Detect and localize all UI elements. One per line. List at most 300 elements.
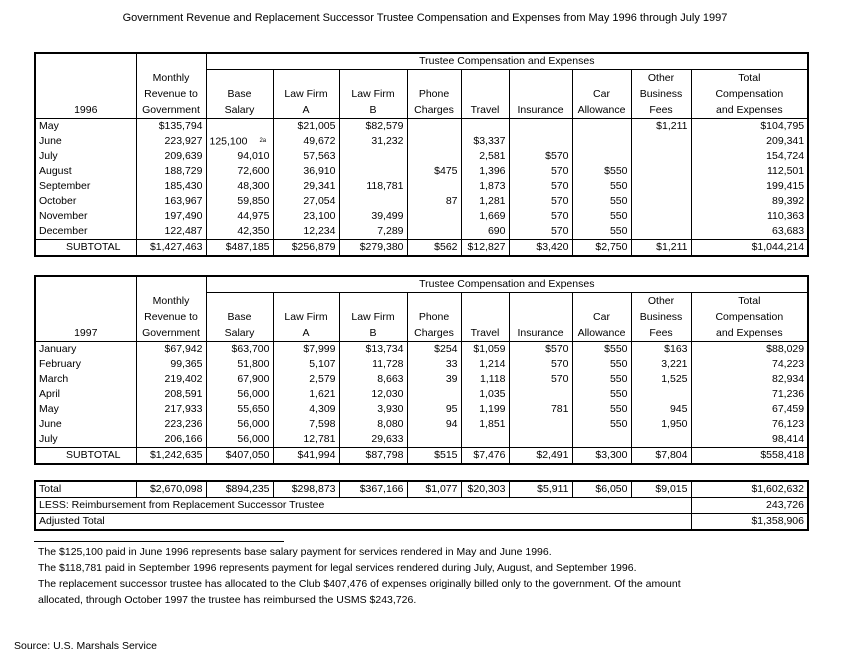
value-cell: 781 [509,402,572,417]
value-cell: 1,621 [273,387,339,402]
value-cell: $82,579 [339,119,407,135]
value-cell: 27,054 [273,194,339,209]
value-cell: 1,950 [631,417,691,432]
value-cell [631,164,691,179]
header-cell [461,86,509,102]
total-cell: $1,077 [407,481,461,498]
header-cell: Monthly [136,293,206,310]
header-cell [206,70,273,87]
value-cell: 51,800 [206,357,273,372]
footnote-1: The $125,100 paid in June 1996 represents base salary payment for services rendered in May and June 1996. [38,546,552,558]
value-cell: 39 [407,372,461,387]
header-cell: Compensation [691,86,808,102]
value-cell [339,149,407,164]
table-row [35,179,808,194]
base-salary-value: 125,100 [209,135,248,148]
value-cell: 1,396 [461,164,509,179]
value-cell: 188,729 [136,164,206,179]
value-cell [206,119,273,135]
value-cell [407,387,461,402]
value-cell: $67,942 [136,342,206,358]
value-cell [407,149,461,164]
month-cell: September [39,180,91,193]
value-cell: 23,100 [273,209,339,224]
month-cell: October [39,195,77,208]
header-row [35,293,808,310]
header-row [35,309,808,325]
subtotal-cell: $562 [407,240,461,257]
value-cell [631,209,691,224]
month-cell: April [39,388,61,400]
adjusted-label: Adjusted Total [35,514,691,531]
value-cell: 36,910 [273,164,339,179]
value-cell: 95 [407,402,461,417]
month-cell: July [39,150,58,163]
value-cell: 163,967 [136,194,206,209]
total-cell: $6,050 [572,481,631,498]
group-header-1996: Trustee Compensation and Expenses [206,53,808,70]
total-cell: $5,911 [509,481,572,498]
header-cell: Base [206,309,273,325]
value-cell: 1,281 [461,194,509,209]
subtotal-cell: $1,427,463 [136,240,206,257]
value-cell: 217,933 [136,402,206,417]
value-cell: 570 [509,164,572,179]
value-cell: 185,430 [136,179,206,194]
value-cell: 98,414 [691,432,808,448]
value-cell [509,134,572,149]
header-cell: Travel [461,325,509,342]
value-cell: 110,363 [691,209,808,224]
value-cell: 550 [572,209,631,224]
value-cell: 56,000 [206,387,273,402]
month-cell: February [39,358,82,370]
header-row [35,86,808,102]
less-label: LESS: Reimbursement from Replacement Successor Trustee [35,498,691,514]
totals-table [34,480,809,531]
header-cell: Insurance [509,102,572,119]
header-cell [35,309,136,325]
header-cell: Total [691,293,808,310]
value-cell: $1,211 [631,119,691,135]
value-cell [407,432,461,448]
value-cell [631,224,691,240]
header-cell: Car [572,309,631,325]
total-cell: $9,015 [631,481,691,498]
total-cell: $367,166 [339,481,407,498]
value-cell: 219,402 [136,372,206,387]
value-cell: 57,563 [273,149,339,164]
month-cell: January [39,343,77,355]
group-header-1997: Trustee Compensation and Expenses [206,276,808,293]
value-cell: 8,080 [339,417,407,432]
value-cell: 690 [461,224,509,240]
header-cell: Law Firm [273,309,339,325]
header-cell: Fees [631,102,691,119]
less-row [35,498,808,514]
subtotal-cell: $487,185 [206,240,273,257]
subtotal-cell: $1,211 [631,240,691,257]
value-cell [509,417,572,432]
footnote-3: The replacement successor trustee has allocated to the Club $407,476 of expenses originally billed only to the government. Of the amount [38,578,681,590]
value-cell: 209,341 [691,134,808,149]
table-row [35,387,808,402]
header-cell: Monthly [136,70,206,87]
less-value: 243,726 [691,498,808,514]
header-cell: Charges [407,325,461,342]
header-cell [461,309,509,325]
subtotal-cell: $7,804 [631,448,691,465]
value-cell: $163 [631,342,691,358]
month-cell: August [39,165,72,178]
value-cell: 67,459 [691,402,808,417]
subtotal-row [35,448,808,465]
header-cell [273,293,339,310]
header-cell [339,293,407,310]
header-cell: Law Firm [273,86,339,102]
value-cell: 112,501 [691,164,808,179]
header-cell [206,293,273,310]
header-cell [461,70,509,87]
month-cell: December [39,225,88,238]
value-cell: 94 [407,417,461,432]
value-cell: 199,415 [691,179,808,194]
value-cell: $104,795 [691,119,808,135]
table-1996 [34,52,809,257]
value-cell [407,179,461,194]
adjusted-row [35,514,808,531]
month-cell: July [39,433,58,445]
value-cell: 76,123 [691,417,808,432]
value-cell: 550 [572,179,631,194]
value-cell [631,179,691,194]
value-cell [631,387,691,402]
value-cell: $7,999 [273,342,339,358]
value-cell [631,134,691,149]
value-cell: 945 [631,402,691,417]
header-row [35,70,808,87]
value-cell [572,432,631,448]
header-cell: Law Firm [339,86,407,102]
value-cell: 550 [572,194,631,209]
value-cell: 82,934 [691,372,808,387]
value-cell: 1,035 [461,387,509,402]
header-cell [35,70,136,87]
header-cell [509,86,572,102]
value-cell: 63,683 [691,224,808,240]
total-cell: $20,303 [461,481,509,498]
value-cell: 154,724 [691,149,808,164]
value-cell: 570 [509,179,572,194]
subtotal-cell: $3,420 [509,240,572,257]
value-cell: $550 [572,164,631,179]
header-cell: A [273,102,339,119]
total-cell: Total [39,483,62,495]
table-row [35,432,808,448]
value-cell: 94,010 [206,149,273,164]
value-cell: 122,487 [136,224,206,240]
value-cell: 570 [509,194,572,209]
value-cell: 1,851 [461,417,509,432]
value-cell: 89,392 [691,194,808,209]
value-cell: 206,166 [136,432,206,448]
header-cell [572,293,631,310]
header-cell: Government [136,325,206,342]
header-cell: Phone [407,86,461,102]
subtotal-cell: $7,476 [461,448,509,465]
total-cell: $2,670,098 [136,481,206,498]
total-row [35,481,808,498]
value-cell: 2,579 [273,372,339,387]
value-cell: 12,781 [273,432,339,448]
value-cell: 570 [509,209,572,224]
total-cell: $298,873 [273,481,339,498]
table-row [35,372,808,387]
header-cell: Compensation [691,309,808,325]
subtotal-cell: $407,050 [206,448,273,465]
value-cell: 1,669 [461,209,509,224]
table-row [35,402,808,417]
value-cell: 223,927 [136,134,206,149]
value-cell: 550 [572,402,631,417]
header-cell: Government [136,102,206,119]
value-cell: 550 [572,224,631,240]
header-cell: Business [631,309,691,325]
header-cell: Allowance [572,102,631,119]
source-note: Source: U.S. Marshals Service [14,640,157,652]
value-cell: 12,030 [339,387,407,402]
value-cell: 550 [572,417,631,432]
month-cell: March [39,373,69,385]
value-cell [407,209,461,224]
value-cell: 39,499 [339,209,407,224]
footnote-divider [34,541,284,542]
value-cell [339,194,407,209]
value-cell: 71,236 [691,387,808,402]
header-cell [461,293,509,310]
header-cell [509,70,572,87]
value-cell [407,134,461,149]
subtotal-cell: $2,491 [509,448,572,465]
month-cell: June [39,135,62,148]
header-cell [35,293,136,310]
value-cell [572,134,631,149]
header-cell [572,70,631,87]
value-cell [572,149,631,164]
header-cell: Charges [407,102,461,119]
table-1997 [34,275,809,465]
table-row [35,194,808,209]
header-cell [35,86,136,102]
header-cell: Other [631,293,691,310]
value-cell [509,432,572,448]
value-cell [631,432,691,448]
footnote-marker: 2a [259,138,267,144]
header-cell: 1997 [35,325,136,342]
value-cell: 48,300 [206,179,273,194]
table-row [35,209,808,224]
value-cell: 197,490 [136,209,206,224]
total-cell: $1,602,632 [691,481,808,498]
header-cell [509,293,572,310]
value-cell [461,432,509,448]
header-cell [339,70,407,87]
value-cell [339,164,407,179]
value-cell: $550 [572,342,631,358]
value-cell: 550 [572,357,631,372]
value-cell: 87 [407,194,461,209]
table-row [35,149,808,164]
value-cell: 7,289 [339,224,407,240]
value-cell: 550 [572,387,631,402]
value-cell: $13,734 [339,342,407,358]
subtotal-cell: $2,750 [572,240,631,257]
value-cell: $254 [407,342,461,358]
value-cell: 12,234 [273,224,339,240]
table-row [35,164,808,179]
value-cell: 44,975 [206,209,273,224]
value-cell: 56,000 [206,417,273,432]
table-row [35,134,808,149]
table-row [35,342,808,358]
value-cell [509,387,572,402]
value-cell: 3,930 [339,402,407,417]
value-cell: 49,672 [273,134,339,149]
header-cell: Fees [631,325,691,342]
value-cell: 55,650 [206,402,273,417]
value-cell [631,194,691,209]
header-row [35,325,808,342]
value-cell [509,119,572,135]
value-cell: 56,000 [206,432,273,448]
value-cell: $570 [509,342,572,358]
value-cell: 550 [572,372,631,387]
value-cell: 208,591 [136,387,206,402]
value-cell: 1,525 [631,372,691,387]
month-cell: May [39,403,59,415]
value-cell: 31,232 [339,134,407,149]
value-cell: $135,794 [136,119,206,135]
subtotal-cell: $87,798 [339,448,407,465]
value-cell: 42,350 [206,224,273,240]
header-cell [407,293,461,310]
header-cell: Other [631,70,691,87]
header-cell: 1996 [35,102,136,119]
footnote-2: The $118,781 paid in September 1996 represents payment for legal services rendered during July, August, and September 1996. [38,562,637,574]
header-cell: Law Firm [339,309,407,325]
header-cell: Phone [407,309,461,325]
subtotal-cell: $279,380 [339,240,407,257]
subtotal-cell: $256,879 [273,240,339,257]
value-cell: 3,221 [631,357,691,372]
month-cell: November [39,210,88,223]
header-row [35,102,808,119]
header-cell: Total [691,70,808,87]
table-row [35,357,808,372]
header-cell: Salary [206,325,273,342]
value-cell: 1,873 [461,179,509,194]
value-cell: 209,639 [136,149,206,164]
value-cell: 118,781 [339,179,407,194]
value-cell: 29,341 [273,179,339,194]
subtotal-cell: $12,827 [461,240,509,257]
header-cell: B [339,102,407,119]
subtotal-cell: $3,300 [572,448,631,465]
value-cell: 11,728 [339,357,407,372]
value-cell: 1,118 [461,372,509,387]
value-cell: 223,236 [136,417,206,432]
header-cell: Business [631,86,691,102]
table-row [35,417,808,432]
value-cell: 570 [509,372,572,387]
month-cell: June [39,418,62,430]
value-cell: 7,598 [273,417,339,432]
footnote-3-cont: allocated, through October 1997 the trustee has reimbursed the USMS $243,726. [38,594,417,606]
value-cell: $1,059 [461,342,509,358]
value-cell [206,134,273,149]
value-cell: 1,199 [461,402,509,417]
header-cell: Car [572,86,631,102]
table-row [35,224,808,240]
value-cell: 1,214 [461,357,509,372]
header-cell: B [339,325,407,342]
value-cell: 67,900 [206,372,273,387]
value-cell [572,119,631,135]
value-cell: 72,600 [206,164,273,179]
value-cell: $3,337 [461,134,509,149]
value-cell: $570 [509,149,572,164]
value-cell [407,119,461,135]
value-cell: 570 [509,357,572,372]
value-cell: 5,107 [273,357,339,372]
value-cell: 570 [509,224,572,240]
subtotal-cell: $41,994 [273,448,339,465]
value-cell: 29,633 [339,432,407,448]
subtotal-cell: $558,418 [691,448,808,465]
header-cell: Revenue to [136,309,206,325]
header-cell: Salary [206,102,273,119]
header-cell: and Expenses [691,102,808,119]
value-cell [631,149,691,164]
subtotal-row [35,240,808,257]
value-cell: 99,365 [136,357,206,372]
header-cell: and Expenses [691,325,808,342]
value-cell [461,119,509,135]
value-cell: $475 [407,164,461,179]
value-cell: 8,663 [339,372,407,387]
value-cell: 33 [407,357,461,372]
subtotal-cell: $1,044,214 [691,240,808,257]
value-cell: $21,005 [273,119,339,135]
value-cell: 59,850 [206,194,273,209]
header-cell: Allowance [572,325,631,342]
header-cell: Insurance [509,325,572,342]
subtotal-cell: SUBTOTAL [35,448,136,465]
value-cell: $88,029 [691,342,808,358]
total-cell: $894,235 [206,481,273,498]
subtotal-cell: $515 [407,448,461,465]
value-cell: 4,309 [273,402,339,417]
value-cell: 2,581 [461,149,509,164]
header-cell: Revenue to [136,86,206,102]
value-cell [407,224,461,240]
header-cell [509,309,572,325]
header-cell: Base [206,86,273,102]
subtotal-cell: $1,242,635 [136,448,206,465]
header-cell: Travel [461,102,509,119]
header-cell [273,70,339,87]
subtotal-cell: SUBTOTAL [35,240,136,257]
